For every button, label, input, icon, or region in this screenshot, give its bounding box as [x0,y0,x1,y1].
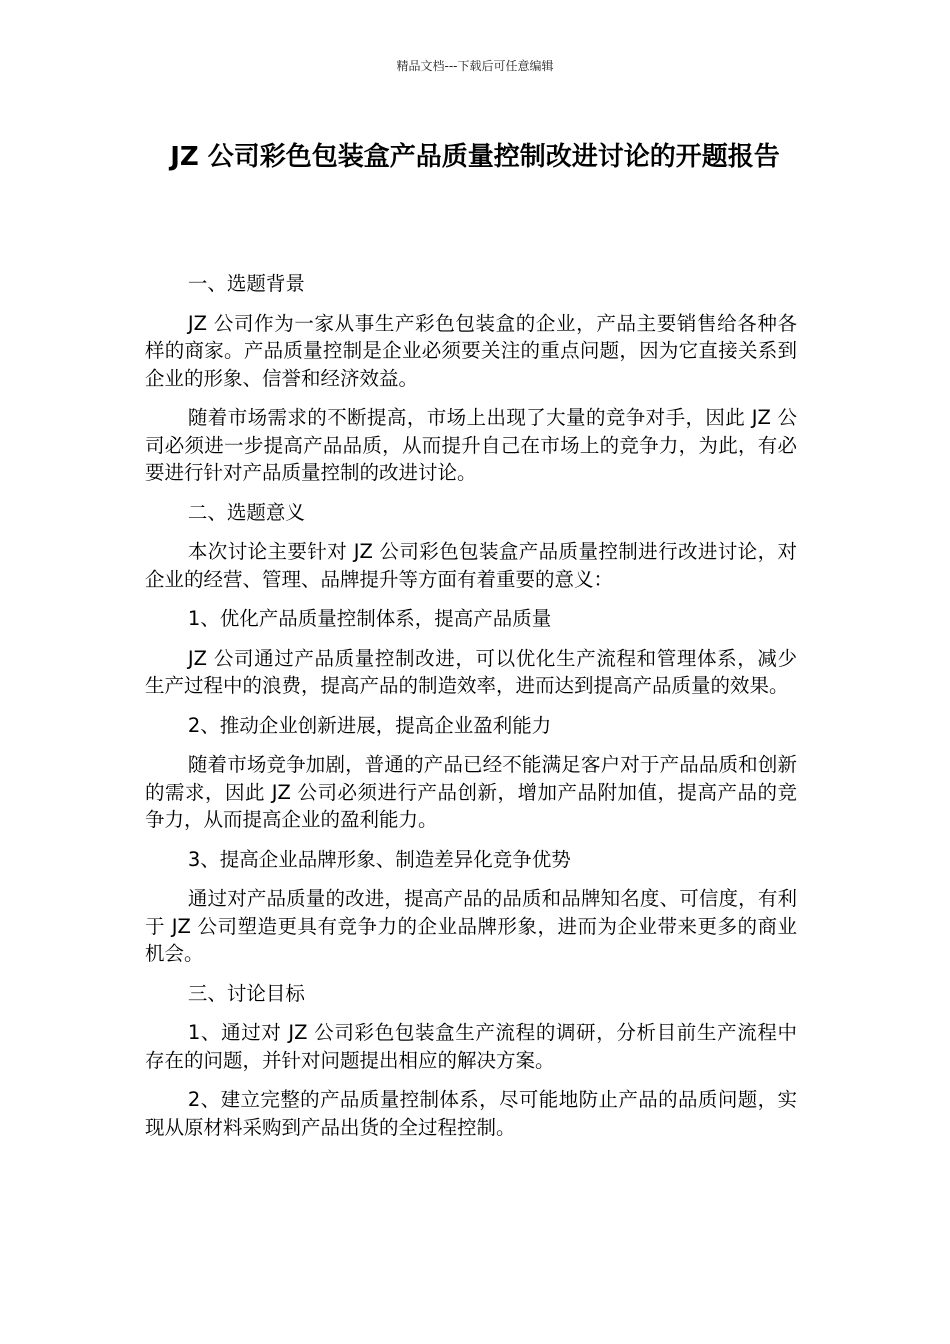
paragraph: 通过对产品质量的改进，提高产品的品质和品牌知名度、可信度，有利于 JZ 公司塑造更具有竞争力的企业品牌形象，进而为企业带来更多的商业机会。 [145,887,797,965]
paragraph: 1、通过对 JZ 公司彩色包装盒生产流程的调研，分析目前生产流程中存在的问题，并针对问题提出相应的解决方案。 [145,1021,797,1072]
header-note: 精品文档---下载后可任意编辑 [396,59,554,73]
paragraph: 2、建立完整的产品质量控制体系，尽可能地防止产品的品质问题，实现从原材料采购到产品出货的全过程控制。 [145,1088,797,1139]
section-heading-goals: 三、讨论目标 [187,981,305,1005]
section-heading-background: 一、选题背景 [187,272,305,295]
document-title: JZ 公司彩色包装盒产品质量控制改进讨论的开题报告 [170,142,780,172]
paragraph: JZ 公司通过产品质量控制改进，可以优化生产流程和管理体系，减少生产过程中的浪费，提高产品的制造效率，进而达到提高产品质量的效果。 [145,646,797,697]
paragraph: JZ 公司作为一家从事生产彩色包装盒的企业，产品主要销售给各种各样的商家。产品质量控制是企业必须要关注的重点问题，因为它直接关系到企业的形象、信誉和经济效益。 [145,311,797,390]
document-body [145,270,797,1153]
paragraph: 随着市场需求的不断提高，市场上出现了大量的竞争对手，因此 JZ 公司必须进一步提高产品品质，从而提升自己在市场上的竞争力，为此，有必要进行针对产品质量控制的改进讨论。 [145,406,797,484]
paragraph: 随着市场竞争加剧，普通的产品已经不能满足客户对于产品品质和创新的需求，因此 JZ 公司必须进行产品创新，增加产品附加值，提高产品的竞争力，从而提高企业的盈利能力。 [145,753,797,831]
subheading: 3、提高企业品牌形象、制造差异化竞争优势 [187,847,571,871]
subheading: 1、优化产品质量控制体系，提高产品质量 [187,607,552,630]
paragraph: 本次讨论主要针对 JZ 公司彩色包装盒产品质量控制进行改进讨论，对企业的经营、管理、品牌提升等方面有着重要的意义： [145,540,797,591]
subheading: 2、推动企业创新进展，提高企业盈利能力 [187,713,552,737]
section-heading-significance: 二、选题意义 [187,500,305,524]
